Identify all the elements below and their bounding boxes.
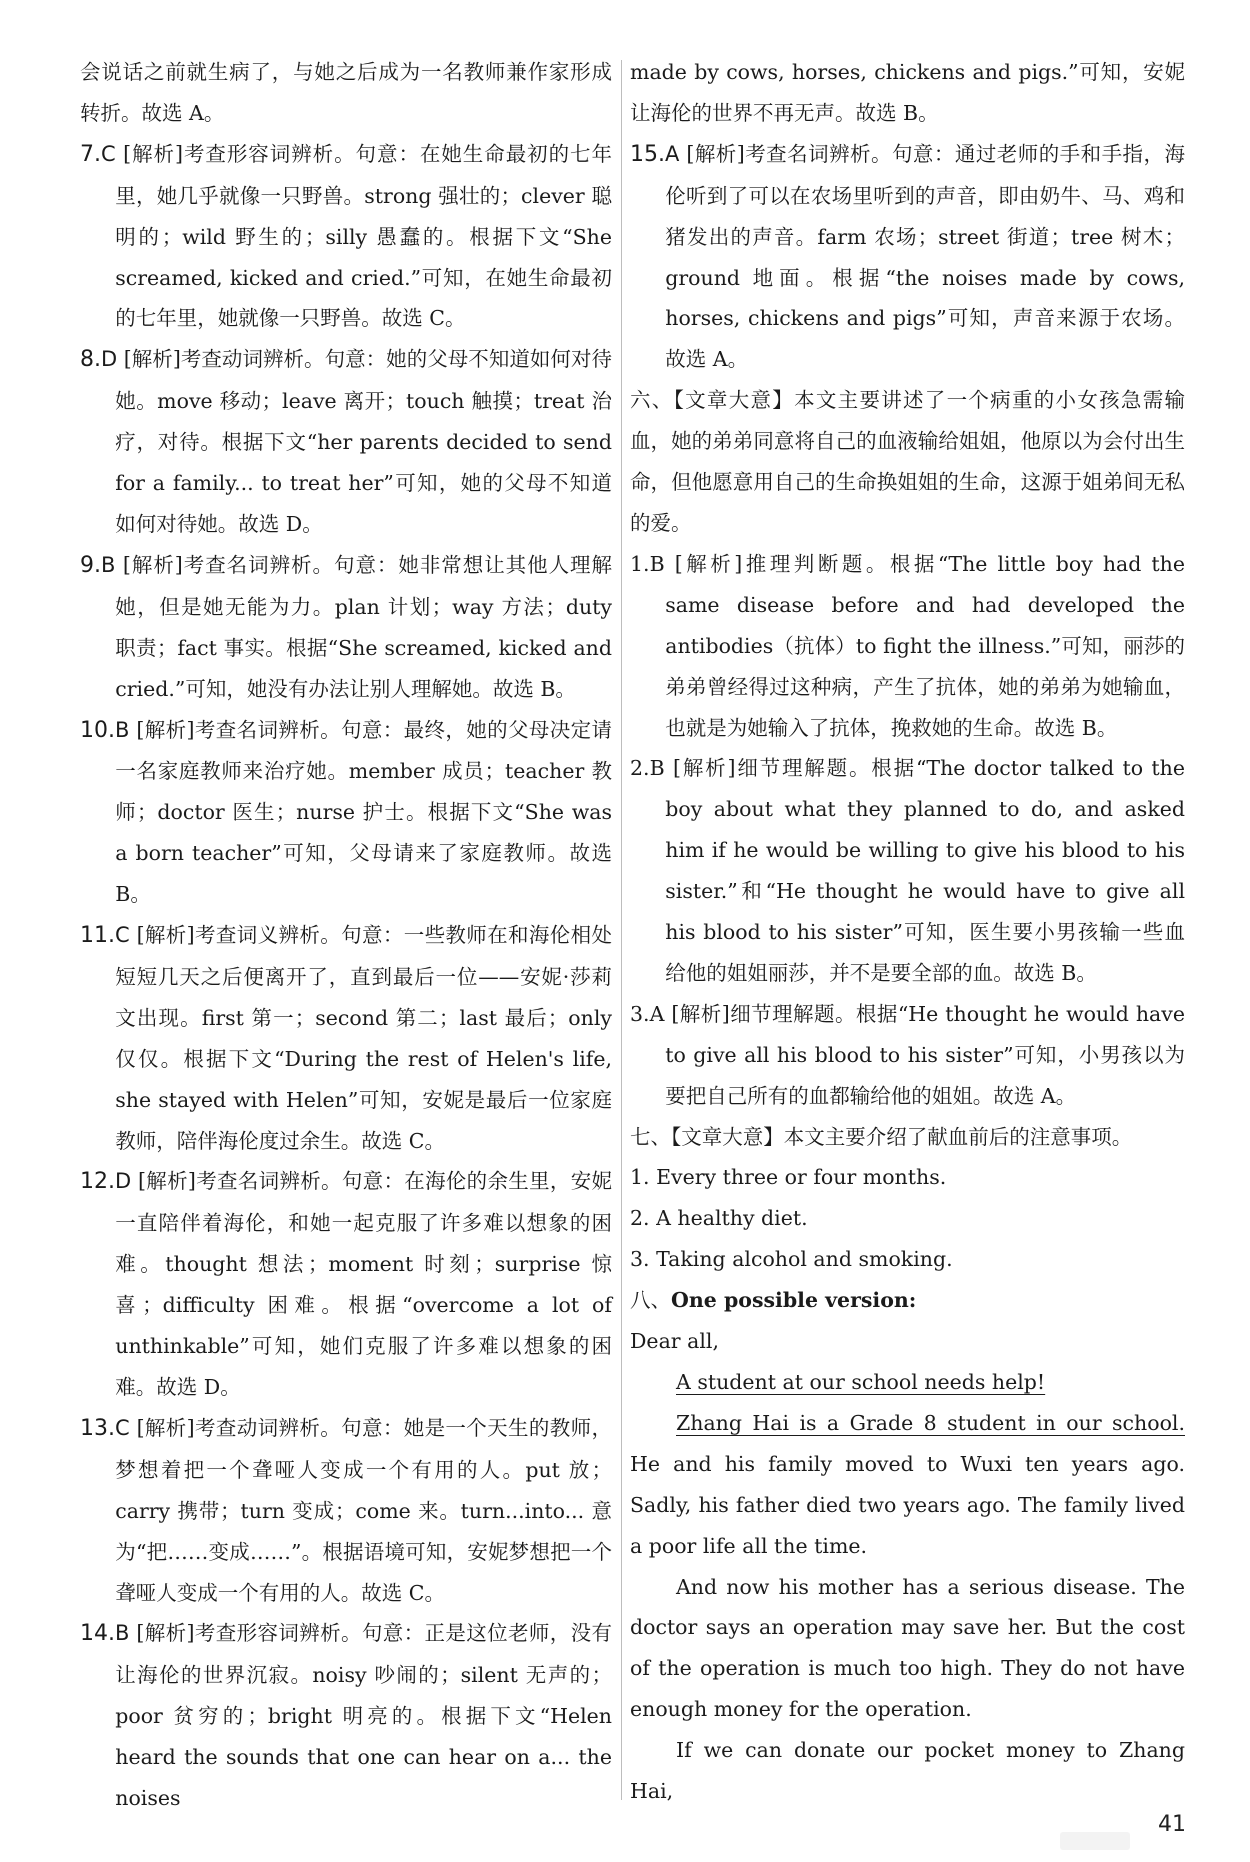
answer-item-10 [80, 710, 612, 916]
item-answer: B [649, 551, 665, 576]
item-answer: B [115, 717, 130, 742]
analysis-tag: [解析] [136, 717, 195, 742]
item-number: 9. [80, 552, 101, 578]
analysis-tag: [解析] [671, 1001, 730, 1026]
essay-topic-sentence: Zhang Hai is a Grade 8 student in our school. [676, 1410, 1185, 1435]
answer-item-9 [80, 545, 612, 710]
essay-greeting: Dear all, [630, 1329, 719, 1354]
item-answer: C [115, 1415, 130, 1440]
item-explanation: 考查动词辨析。句意：她是一个天生的教师，梦想着把一个聋哑人变成一个有用的人。put 放；carry 携带；turn 变成；come 来。turn...into... 意为“把……变成……”。根据语境可知，安妮梦想把一个聋哑人变成一个有用的人。故选 C。 [115, 1415, 613, 1605]
item-number: 14. [80, 1621, 115, 1647]
item-explanation: 考查形容词辨析。句意：在她生命最初的七年里，她几乎就像一只野兽。strong 强壮的；clever 聪明的；wild 野生的；silly 愚蠢的。根据下文“She screamed, kicked and cried.”可知，在她生命最初的七年里，她就像一只野兽。故选 C。 [115, 141, 612, 331]
item-number: 1. [630, 551, 650, 576]
essay-headline [630, 1362, 1185, 1403]
answer-item-13 [80, 1408, 612, 1614]
section-8-title: One possible version: [671, 1288, 917, 1313]
essay-headline-text: A student at our school needs help! [676, 1370, 1046, 1394]
page-number: 41 [1158, 1812, 1186, 1837]
answer-item-7 [80, 134, 612, 340]
answer-item-14 [80, 1613, 612, 1819]
analysis-tag: [解析] [123, 141, 183, 166]
section6-item-3 [630, 994, 1185, 1117]
section7-answer-2: 2. A healthy diet. [630, 1206, 808, 1231]
section6-item-2 [630, 748, 1185, 993]
section-6-summary: 六、【文章大意】本文主要讲述了一个病重的小女孩急需输血，她的弟弟同意将自己的血液输给姐姐，他原以为会付出生命，但他愿意用自己的生命换姐姐的生命，这源于姐弟间无私的爱。 [630, 388, 1185, 535]
item-explanation: 考查名词辨析。句意：在海伦的余生里，安妮一直陪伴着海伦，和她一起克服了许多难以想象的困难。thought 想法；moment 时刻；surprise 惊喜；difficulty 困难。根据“overcome a lot of unthinkable”可知，她们克服了许多难以想象的困难。故选 D。 [115, 1169, 613, 1399]
analysis-tag: [解析] [674, 551, 743, 576]
analysis-tag: [解析] [138, 1169, 196, 1194]
item-explanation: 考查动词辨析。句意：她的父母不知道如何对待她。move 移动；leave 离开；touch 触摸；treat 治疗，对待。根据下文“her parents decided to send for a family... to treat her”可知，她的父母不知道如何对待她。故选 D。 [115, 347, 612, 536]
answer-item-15 [630, 134, 1185, 380]
item-answer: C [115, 923, 130, 948]
analysis-tag: [解析] [136, 1621, 195, 1646]
answer-item-12 [80, 1161, 612, 1407]
analysis-tag: [解析] [123, 347, 181, 372]
item-number: 10. [80, 717, 115, 743]
section-8-heading [630, 1280, 1185, 1321]
analysis-tag: [解析] [122, 552, 183, 577]
section6-item-1 [630, 544, 1185, 749]
continued-text: made by cows, horses, chickens and pigs.”可知，安妮让海伦的世界不再无声。故选 B。 [630, 60, 1185, 125]
essay-paragraph-2: And now his mother has a serious disease. The doctor says an operation may save her. But the cost of the operation is much too high. They do not have enough money for the operation. [630, 1574, 1185, 1722]
item-explanation: 考查名词辨析。句意：最终，她的父母决定请一名家庭教师来治疗她。member 成员；teacher 教师；doctor 医生；nurse 护士。根据下文“She was a born teacher”可知，父母请来了家庭教师。故选 B。 [115, 717, 613, 907]
section7-answer-1: 1. Every three or four months. [630, 1165, 947, 1190]
answer-item-8 [80, 339, 612, 545]
item-number: 15. [630, 141, 665, 167]
item-explanation: 细节理解题。根据“He thought he would have to give all his blood to his sister”可知，小男孩以为要把自己所有的血都输给他的姐姐。故选 A。 [665, 1001, 1185, 1108]
item-answer: D [115, 1169, 132, 1194]
essay-paragraph-3: If we can donate our pocket money to Zhang Hai, [630, 1738, 1185, 1804]
item-answer: B [101, 552, 116, 577]
analysis-tag: [解析] [686, 141, 745, 166]
essay-paragraph-1 [630, 1403, 1185, 1567]
item-number: 13. [80, 1415, 115, 1441]
item-number: 12. [80, 1169, 115, 1195]
item-answer: D [101, 347, 118, 372]
right-column [630, 52, 1185, 1812]
item-answer: B [115, 1621, 130, 1646]
item-answer: A [649, 1001, 665, 1026]
section7-answer-3: 3. Taking alcohol and smoking. [630, 1247, 953, 1272]
analysis-tag: [解析] [673, 756, 736, 781]
section-8-prefix: 八、 [630, 1288, 671, 1313]
item-number: 8. [80, 347, 101, 373]
continued-text: 会说话之前就生病了，与她之后成为一名教师兼作家形成转折。故选 A。 [80, 60, 612, 125]
essay-paragraph-1-rest: He and his family moved to Wuxi ten years ago. Sadly, his father died two years ago. The family lived a poor life all the time. [630, 1451, 1185, 1558]
analysis-tag: [解析] [136, 1415, 195, 1440]
item-number: 3. [630, 1001, 650, 1026]
item-number: 2. [630, 756, 650, 781]
item-explanation: 考查词义辨析。句意：一些教师在和海伦相处短短几天之后便离开了，直到最后一位——安妮·莎莉文出现。first 第一；second 第二；last 最后；only 仅仅。根据下文“During the rest of Helen's life, she stayed with Helen”可知，安妮是最后一位家庭教师，陪伴海伦度过余生。故选 C。 [115, 923, 613, 1153]
item-explanation: 考查名词辨析。句意：她非常想让其他人理解她，但是她无能为力。plan 计划；way 方法；duty 职责；fact 事实。根据“She screamed, kicked and cried.”可知，她没有办法让别人理解她。故选 B。 [115, 552, 613, 701]
section-7-summary: 七、【文章大意】本文主要介绍了献血前后的注意事项。 [630, 1124, 1133, 1149]
corner-watermark [1060, 1832, 1130, 1850]
item-answer: A [665, 141, 680, 166]
item-answer: C [101, 141, 116, 166]
analysis-tag: [解析] [136, 923, 195, 948]
item-number: 11. [80, 923, 115, 949]
item-explanation: 考查名词辨析。句意：通过老师的手和手指，海伦听到了可以在农场里听到的声音，即由奶牛、马、鸡和猪发出的声音。farm 农场；street 街道；tree 树木；ground 地面。根据“the noises made by cows, horses, chickens and pigs”可知，声音来源于农场。故选 A。 [665, 141, 1185, 372]
left-column [80, 52, 612, 1819]
answer-item-11 [80, 915, 612, 1161]
column-divider [621, 60, 622, 1800]
item-explanation: 考查形容词辨析。句意：正是这位老师，没有让海伦的世界沉寂。noisy 吵闹的；silent 无声的；poor 贫穷的；bright 明亮的。根据下文“Helen heard the sounds that one can hear on a... the noises [115, 1621, 613, 1811]
item-explanation: 推理判断题。根据“The little boy had the same disease before and had developed the antibodies（抗体）to fight the illness.”可知，丽莎的弟弟曾经得过这种病，产生了抗体，她的弟弟为她输血，也就是为她输入了抗体，挽救她的生命。故选 B。 [665, 551, 1185, 740]
item-explanation: 细节理解题。根据“The doctor talked to the boy about what they planned to do, and asked him if he would be willing to give his blood to his sister.”和“He thought he would have to give all his blood to his sister”可知，医生要小男孩输一些血给他的姐姐丽莎，并不是要全部的血。故选 B。 [665, 756, 1185, 985]
item-answer: B [649, 756, 665, 781]
item-number: 7. [80, 141, 101, 167]
